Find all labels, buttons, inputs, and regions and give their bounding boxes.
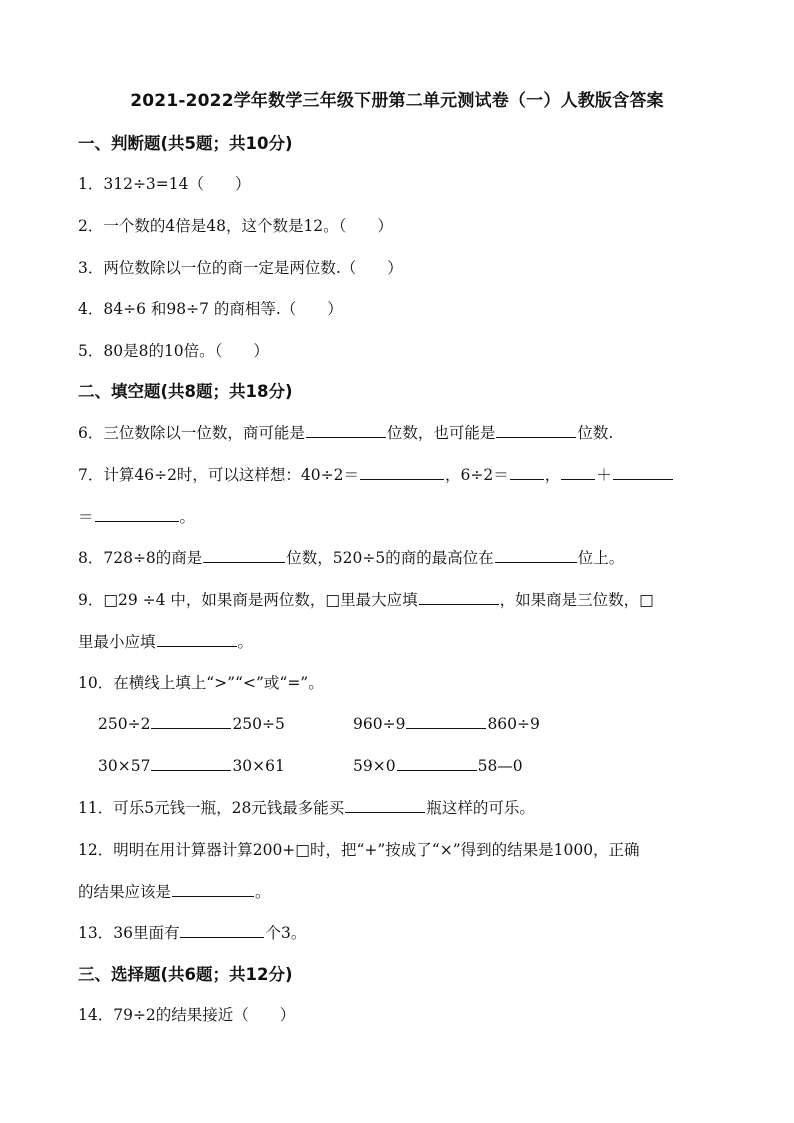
answer-blank[interactable] <box>495 547 577 563</box>
compare-item-1 <box>98 713 285 733</box>
answer-blank[interactable] <box>345 797 425 813</box>
question-13 <box>78 921 306 943</box>
question-9-text-a: 9．□29 ÷4 中，如果商是两位数，□里最大应填 <box>78 591 418 609</box>
question-7-text-d: ＋ <box>596 466 612 484</box>
question-11 <box>78 796 535 818</box>
question-7-text-a: 7．计算46÷2时，可以这样想：40÷2＝ <box>78 466 360 484</box>
question-6-text-b: 位数，也可能是 <box>386 424 496 442</box>
answer-blank[interactable] <box>510 464 544 480</box>
question-3: 3．两位数除以一位的商一定是两位数.（ ） <box>78 259 403 277</box>
answer-blank[interactable] <box>613 464 673 480</box>
compare-item-2 <box>353 713 540 733</box>
question-9-text-c: 里最小应填 <box>78 633 156 651</box>
answer-blank[interactable] <box>172 881 254 897</box>
compare-right: 30×61 <box>232 757 285 775</box>
answer-blank[interactable] <box>180 922 264 938</box>
question-13-text-a: 13．36里面有 <box>78 924 180 942</box>
compare-left: 30×57 <box>98 757 151 775</box>
compare-right: 58—0 <box>477 757 523 775</box>
answer-blank[interactable] <box>419 589 499 605</box>
answer-blank[interactable] <box>151 755 231 771</box>
question-10: 10．在横线上填上“>”“<”或“=”。 <box>78 674 324 692</box>
answer-blank[interactable] <box>561 464 595 480</box>
compare-right: 250÷5 <box>232 715 285 733</box>
question-8-text-b: 位数，520÷5的商的最高位在 <box>286 549 494 567</box>
answer-blank[interactable] <box>360 464 444 480</box>
question-12-text-c: 。 <box>255 883 271 901</box>
question-2: 2．一个数的4倍是48，这个数是12。（ ） <box>78 217 393 235</box>
question-7 <box>78 463 674 485</box>
compare-right: 860÷9 <box>487 715 540 733</box>
question-12-continued <box>78 880 271 902</box>
answer-blank[interactable] <box>406 713 486 729</box>
answer-blank[interactable] <box>203 547 285 563</box>
question-9-text-d: 。 <box>237 633 254 651</box>
question-13-text-b: 个3。 <box>265 924 307 942</box>
compare-left: 960÷9 <box>353 715 406 733</box>
question-11-text-b: 瓶这样的可乐。 <box>426 799 535 817</box>
answer-blank[interactable] <box>496 422 576 438</box>
question-8-text-c: 位上。 <box>577 549 625 567</box>
answer-blank[interactable] <box>306 422 386 438</box>
section-choice-heading: 三、选择题(共6题；共12分) <box>78 965 293 984</box>
question-6-text-c: 位数. <box>577 424 614 442</box>
question-6-text-a: 6．三位数除以一位数，商可能是 <box>78 424 305 442</box>
question-7-text-f: 。 <box>179 508 196 526</box>
question-1: 1．312÷3=14（ ） <box>78 175 251 193</box>
question-9 <box>78 588 654 610</box>
question-8 <box>78 546 624 568</box>
question-12-text-b: 的结果应该是 <box>78 883 172 901</box>
section-judgement-heading: 一、判断题(共5题；共10分) <box>78 134 293 153</box>
compare-item-4 <box>353 755 523 775</box>
question-12: 12．明明在用计算器计算200+□时，把“+”按成了“×”得到的结果是1000，正确 <box>78 841 640 859</box>
question-5: 5．80是8的10倍。（ ） <box>78 342 269 360</box>
question-4: 4．84÷6 和98÷7 的商相等.（ ） <box>78 300 343 318</box>
question-11-text-a: 11．可乐5元钱一瓶，28元钱最多能买 <box>78 799 345 817</box>
question-9-continued <box>78 630 253 652</box>
question-7-continued <box>78 505 195 527</box>
answer-blank[interactable] <box>95 506 179 522</box>
answer-blank[interactable] <box>151 713 231 729</box>
question-9-text-b: ，如果商是三位数，□ <box>499 591 654 609</box>
compare-left: 59×0 <box>353 757 396 775</box>
compare-left: 250÷2 <box>98 715 151 733</box>
question-8-text-a: 8．728÷8的商是 <box>78 549 203 567</box>
question-7-text-e: ＝ <box>78 508 94 526</box>
answer-blank[interactable] <box>157 631 237 647</box>
compare-item-3 <box>98 755 285 775</box>
section-fill-heading: 二、填空题(共8题；共18分) <box>78 382 293 401</box>
question-14: 14．79÷2的结果接近（ ） <box>78 1006 296 1024</box>
answer-blank[interactable] <box>397 755 477 771</box>
question-7-text-c: ， <box>544 466 561 484</box>
page-title: 2021-2022学年数学三年级下册第二单元测试卷（一）人教版含答案 <box>130 91 664 111</box>
question-6 <box>78 421 613 443</box>
question-7-text-b: ，6÷2＝ <box>445 466 509 484</box>
